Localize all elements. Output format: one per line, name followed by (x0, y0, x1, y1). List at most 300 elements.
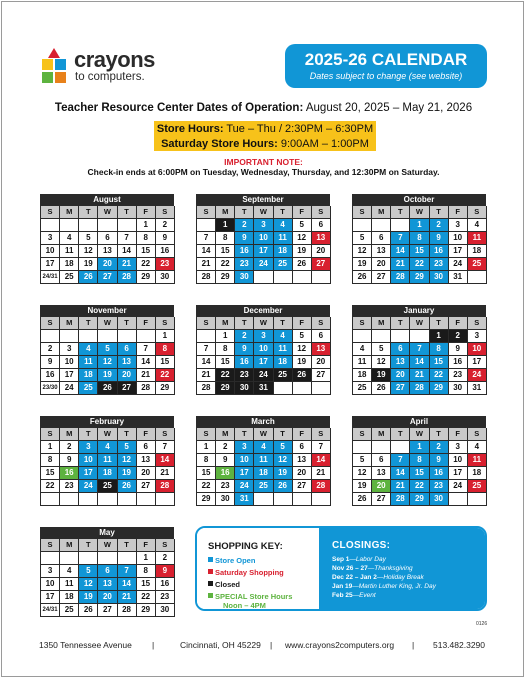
day-cell: 16 (216, 467, 235, 480)
weekday-header: T (274, 317, 293, 330)
day-cell: 28 (312, 480, 331, 493)
day-cell: 3 (449, 441, 468, 454)
day-cell: 5 (353, 454, 372, 467)
weekday-header: F (293, 206, 312, 219)
day-cell: 4 (468, 441, 487, 454)
weekday-header: F (137, 206, 156, 219)
day-cell: 20 (118, 369, 137, 382)
empty-day-cell (197, 219, 216, 232)
day-cell: 27 (118, 382, 137, 395)
day-cell: 29 (410, 271, 429, 284)
day-cell: 16 (430, 467, 449, 480)
month-name: August (40, 194, 174, 205)
day-cell: 12 (293, 232, 312, 245)
day-cell: 8 (197, 454, 216, 467)
day-cell: 3 (254, 330, 273, 343)
day-cell: 28 (118, 271, 137, 284)
day-cell: 3 (79, 441, 98, 454)
day-cell: 1 (197, 441, 216, 454)
empty-day-cell (468, 493, 487, 506)
day-cell: 7 (156, 441, 175, 454)
month-grid (40, 316, 174, 395)
weekday-header: F (449, 206, 468, 219)
day-cell: 18 (254, 467, 273, 480)
day-cell: 5 (79, 565, 98, 578)
day-cell: 23 (449, 369, 468, 382)
day-cell: 5 (293, 330, 312, 343)
day-cell: 11 (353, 356, 372, 369)
day-cell: 24 (254, 258, 273, 271)
weekday-header: T (430, 317, 449, 330)
day-cell: 1 (430, 330, 449, 343)
day-cell: 4 (468, 219, 487, 232)
weekday-header: S (353, 428, 372, 441)
day-cell: 3 (41, 565, 60, 578)
day-cell: 4 (254, 441, 273, 454)
day-cell: 18 (98, 467, 117, 480)
day-cell: 5 (274, 441, 293, 454)
day-cell: 13 (312, 232, 331, 245)
day-cell: 17 (79, 467, 98, 480)
day-cell: 6 (98, 232, 117, 245)
day-cell: 2 (60, 441, 79, 454)
month-august (40, 194, 174, 284)
day-cell: 31 (254, 382, 273, 395)
empty-day-cell (79, 219, 98, 232)
month-grid (196, 316, 330, 395)
empty-day-cell (41, 552, 60, 565)
month-name: November (40, 305, 174, 316)
day-cell: 30 (156, 604, 175, 617)
day-cell: 26 (274, 480, 293, 493)
weekday-header: T (118, 428, 137, 441)
day-cell: 28 (197, 382, 216, 395)
day-cell: 26 (293, 369, 312, 382)
weekday-header: S (41, 539, 60, 552)
day-cell: 1 (137, 552, 156, 565)
day-cell: 10 (41, 245, 60, 258)
closing-item: Dec 22 – Jan 2—Holiday Break (332, 574, 424, 581)
day-cell: 22 (41, 480, 60, 493)
day-cell: 26 (98, 382, 117, 395)
day-cell: 25 (79, 382, 98, 395)
day-cell: 10 (254, 343, 273, 356)
empty-day-cell (274, 493, 293, 506)
day-cell: 9 (430, 232, 449, 245)
day-cell: 15 (41, 467, 60, 480)
month-grid (40, 538, 174, 617)
empty-day-cell (60, 219, 79, 232)
day-cell: 13 (372, 245, 391, 258)
day-cell: 11 (468, 454, 487, 467)
key-special-label: SPECIAL Store Hours (215, 592, 293, 601)
day-cell: 26 (293, 258, 312, 271)
day-cell: 25 (274, 258, 293, 271)
day-cell: 7 (137, 343, 156, 356)
day-cell: 1 (41, 441, 60, 454)
day-cell: 29 (156, 382, 175, 395)
day-cell: 21 (197, 258, 216, 271)
month-november (40, 305, 174, 395)
month-name: April (352, 416, 486, 427)
key-special-hours: Noon – 4PM (223, 601, 266, 610)
day-cell: 4 (79, 343, 98, 356)
day-cell: 19 (79, 591, 98, 604)
day-cell: 8 (216, 343, 235, 356)
empty-day-cell (79, 493, 98, 506)
weekday-header: S (312, 206, 331, 219)
day-cell: 16 (235, 356, 254, 369)
day-cell: 1 (137, 219, 156, 232)
day-cell: 13 (137, 454, 156, 467)
shopping-key-title: SHOPPING KEY: (208, 541, 283, 552)
day-cell: 23/30 (41, 382, 60, 395)
day-cell: 8 (41, 454, 60, 467)
day-cell: 31 (449, 271, 468, 284)
empty-day-cell (41, 219, 60, 232)
day-cell: 3 (60, 343, 79, 356)
saturday-hours-label: Saturday Store Hours: (161, 138, 278, 150)
day-cell: 17 (449, 245, 468, 258)
weekday-header: T (235, 317, 254, 330)
empty-day-cell (60, 552, 79, 565)
closing-item: Feb 25—Event (332, 592, 376, 599)
day-cell: 18 (79, 369, 98, 382)
empty-day-cell (79, 552, 98, 565)
day-cell: 14 (137, 356, 156, 369)
calendar-page (1, 1, 524, 677)
month-grid (352, 427, 486, 506)
day-cell: 14 (391, 245, 410, 258)
day-cell: 11 (79, 356, 98, 369)
empty-day-cell (118, 330, 137, 343)
empty-day-cell (274, 271, 293, 284)
special-swatch-icon (208, 593, 213, 598)
day-cell: 3 (449, 219, 468, 232)
day-cell: 18 (274, 356, 293, 369)
day-cell: 23 (235, 258, 254, 271)
day-cell: 17 (254, 356, 273, 369)
key-saturday (208, 568, 284, 577)
closing-date: Jan 19 (332, 583, 353, 590)
day-cell: 26 (353, 271, 372, 284)
empty-day-cell (118, 219, 137, 232)
day-cell: 10 (41, 578, 60, 591)
empty-day-cell (372, 441, 391, 454)
empty-day-cell (79, 330, 98, 343)
empty-day-cell (312, 493, 331, 506)
weekday-header: W (410, 317, 429, 330)
day-cell: 25 (98, 480, 117, 493)
day-cell: 22 (216, 258, 235, 271)
footer-phone[interactable]: 513.482.3290 (433, 640, 485, 650)
day-cell: 6 (118, 343, 137, 356)
weekday-header: W (98, 539, 117, 552)
day-cell: 10 (449, 232, 468, 245)
day-cell: 18 (60, 258, 79, 271)
day-cell: 11 (60, 245, 79, 258)
day-cell: 15 (156, 356, 175, 369)
day-cell: 27 (312, 258, 331, 271)
day-cell: 7 (197, 343, 216, 356)
day-cell: 18 (274, 245, 293, 258)
day-cell: 27 (372, 271, 391, 284)
day-cell: 21 (118, 258, 137, 271)
weekday-header: S (156, 428, 175, 441)
day-cell: 23 (156, 258, 175, 271)
day-cell: 9 (235, 232, 254, 245)
operation-label: Teacher Resource Center Dates of Operation: (54, 102, 304, 114)
day-cell: 2 (156, 552, 175, 565)
day-cell: 12 (293, 343, 312, 356)
day-cell: 24 (79, 480, 98, 493)
day-cell: 22 (137, 591, 156, 604)
day-cell: 6 (312, 330, 331, 343)
closing-label: Event (359, 592, 376, 599)
important-note-text: Check-in ends at 6:00PM on Tuesday, Wednesday, Thursday, and 12:30PM on Saturday. (87, 167, 440, 177)
saturday-hours-line (154, 137, 376, 152)
day-cell: 21 (156, 467, 175, 480)
day-cell: 15 (137, 578, 156, 591)
weekday-header: S (156, 206, 175, 219)
day-cell: 9 (449, 343, 468, 356)
weekday-header: S (353, 206, 372, 219)
empty-day-cell (137, 493, 156, 506)
day-cell: 25 (353, 382, 372, 395)
day-cell: 11 (254, 454, 273, 467)
weekday-header: F (137, 428, 156, 441)
day-cell: 7 (118, 565, 137, 578)
empty-day-cell (254, 493, 273, 506)
footer-separator: | (152, 640, 155, 650)
key-special (208, 592, 292, 610)
day-cell: 4 (60, 232, 79, 245)
day-cell: 27 (137, 480, 156, 493)
day-cell: 16 (41, 369, 60, 382)
day-cell: 5 (118, 441, 137, 454)
weekday-header: F (449, 428, 468, 441)
weekday-header: T (391, 317, 410, 330)
month-grid (40, 205, 174, 284)
day-cell: 29 (410, 493, 429, 506)
closings-panel (319, 528, 485, 609)
weekday-header: T (430, 206, 449, 219)
calendar-subtitle: Dates subject to change (see website) (309, 71, 463, 81)
day-cell: 3 (468, 330, 487, 343)
store-hours-box (154, 121, 376, 151)
day-cell: 19 (98, 369, 117, 382)
saturday-hours-value: 9:00AM – 1:00PM (280, 138, 369, 150)
day-cell: 22 (410, 258, 429, 271)
day-cell: 26 (79, 271, 98, 284)
month-name: February (40, 416, 174, 427)
weekday-header: T (118, 317, 137, 330)
day-cell: 26 (353, 493, 372, 506)
day-cell: 24/31 (41, 604, 60, 617)
day-cell: 13 (98, 578, 117, 591)
weekday-header: S (312, 428, 331, 441)
day-cell: 1 (156, 330, 175, 343)
day-cell: 8 (137, 565, 156, 578)
day-cell: 12 (98, 356, 117, 369)
day-cell: 5 (98, 343, 117, 356)
day-cell: 2 (430, 441, 449, 454)
day-cell: 17 (468, 356, 487, 369)
day-cell: 26 (79, 604, 98, 617)
day-cell: 27 (98, 271, 117, 284)
day-cell: 6 (372, 232, 391, 245)
month-may (40, 527, 174, 617)
empty-day-cell (391, 219, 410, 232)
weekday-header: T (430, 428, 449, 441)
day-cell: 22 (430, 369, 449, 382)
day-cell: 16 (156, 578, 175, 591)
day-cell: 9 (235, 343, 254, 356)
weekday-header: W (410, 428, 429, 441)
month-october (352, 194, 486, 284)
weekday-header: T (79, 206, 98, 219)
month-name: December (196, 305, 330, 316)
day-cell: 11 (98, 454, 117, 467)
day-cell: 17 (254, 245, 273, 258)
day-cell: 13 (293, 454, 312, 467)
day-cell: 14 (156, 454, 175, 467)
day-cell: 5 (293, 219, 312, 232)
empty-day-cell (118, 552, 137, 565)
day-cell: 4 (60, 565, 79, 578)
closing-date: Sep 1 (332, 556, 350, 563)
day-cell: 6 (312, 219, 331, 232)
empty-day-cell (293, 493, 312, 506)
day-cell: 6 (391, 343, 410, 356)
day-cell: 22 (137, 258, 156, 271)
day-cell: 12 (118, 454, 137, 467)
weekday-header: T (235, 428, 254, 441)
empty-day-cell (98, 552, 117, 565)
day-cell: 22 (410, 480, 429, 493)
day-cell: 29 (137, 604, 156, 617)
day-cell: 30 (235, 382, 254, 395)
day-cell: 25 (468, 258, 487, 271)
day-cell: 20 (98, 591, 117, 604)
day-cell: 2 (216, 441, 235, 454)
calendar-title: 2025-26 CALENDAR (304, 50, 468, 69)
empty-day-cell (98, 219, 117, 232)
closing-item: Sep 1—Labor Day (332, 556, 386, 563)
day-cell: 26 (118, 480, 137, 493)
day-cell: 14 (197, 245, 216, 258)
weekday-header: S (156, 317, 175, 330)
day-cell: 15 (216, 245, 235, 258)
day-cell: 21 (197, 369, 216, 382)
legend-box (195, 526, 487, 611)
day-cell: 29 (137, 271, 156, 284)
day-cell: 6 (372, 454, 391, 467)
store-hours-line (154, 122, 376, 137)
crayon-stack-icon (40, 46, 68, 86)
weekday-header: M (60, 428, 79, 441)
brand-logo[interactable] (40, 46, 170, 88)
day-cell: 20 (293, 467, 312, 480)
empty-day-cell (98, 493, 117, 506)
day-cell: 24/31 (41, 271, 60, 284)
month-name: May (40, 527, 174, 538)
weekday-header: M (60, 539, 79, 552)
day-cell: 27 (372, 493, 391, 506)
day-cell: 10 (79, 454, 98, 467)
day-cell: 12 (79, 245, 98, 258)
day-cell: 27 (391, 382, 410, 395)
empty-day-cell (197, 330, 216, 343)
store-hours-label: Store Hours: (156, 123, 224, 135)
day-cell: 18 (60, 591, 79, 604)
day-cell: 30 (156, 271, 175, 284)
weekday-header: T (79, 428, 98, 441)
day-cell: 15 (216, 356, 235, 369)
empty-day-cell (60, 330, 79, 343)
day-cell: 28 (391, 493, 410, 506)
month-grid (352, 316, 486, 395)
day-cell: 1 (410, 441, 429, 454)
empty-day-cell (353, 330, 372, 343)
month-name: January (352, 305, 486, 316)
day-cell: 24 (449, 480, 468, 493)
day-cell: 6 (98, 565, 117, 578)
empty-day-cell (353, 441, 372, 454)
day-cell: 20 (372, 258, 391, 271)
day-cell: 3 (254, 219, 273, 232)
day-cell: 24 (449, 258, 468, 271)
weekday-header: W (98, 428, 117, 441)
weekday-header: M (216, 317, 235, 330)
day-cell: 7 (410, 343, 429, 356)
day-cell: 4 (98, 441, 117, 454)
closing-item: Jan 19—Martin Luther King, Jr. Day (332, 583, 436, 590)
weekday-header: W (98, 317, 117, 330)
day-cell: 2 (449, 330, 468, 343)
day-cell: 16 (235, 245, 254, 258)
day-cell: 2 (235, 219, 254, 232)
weekday-header: S (41, 428, 60, 441)
day-cell: 3 (235, 441, 254, 454)
weekday-header: M (216, 428, 235, 441)
empty-day-cell (391, 441, 410, 454)
weekday-header: F (137, 317, 156, 330)
day-cell: 21 (391, 480, 410, 493)
day-cell: 27 (312, 369, 331, 382)
day-cell: 9 (41, 356, 60, 369)
important-note-heading: IMPORTANT NOTE: (224, 157, 303, 167)
day-cell: 15 (410, 245, 429, 258)
day-cell: 21 (137, 369, 156, 382)
footer-address: 1350 Tennessee Avenue (39, 640, 132, 650)
day-cell: 8 (216, 232, 235, 245)
weekday-header: T (391, 206, 410, 219)
day-cell: 31 (235, 493, 254, 506)
day-cell: 20 (312, 245, 331, 258)
day-cell: 24 (235, 480, 254, 493)
month-name: October (352, 194, 486, 205)
weekday-header: M (60, 317, 79, 330)
day-cell: 23 (430, 258, 449, 271)
footer-website-link[interactable]: www.crayons2computers.org (285, 640, 395, 650)
day-cell: 25 (60, 271, 79, 284)
weekday-header: S (197, 317, 216, 330)
day-cell: 10 (254, 232, 273, 245)
saturday-swatch-icon (208, 569, 213, 574)
day-cell: 28 (410, 382, 429, 395)
day-cell: 23 (430, 480, 449, 493)
